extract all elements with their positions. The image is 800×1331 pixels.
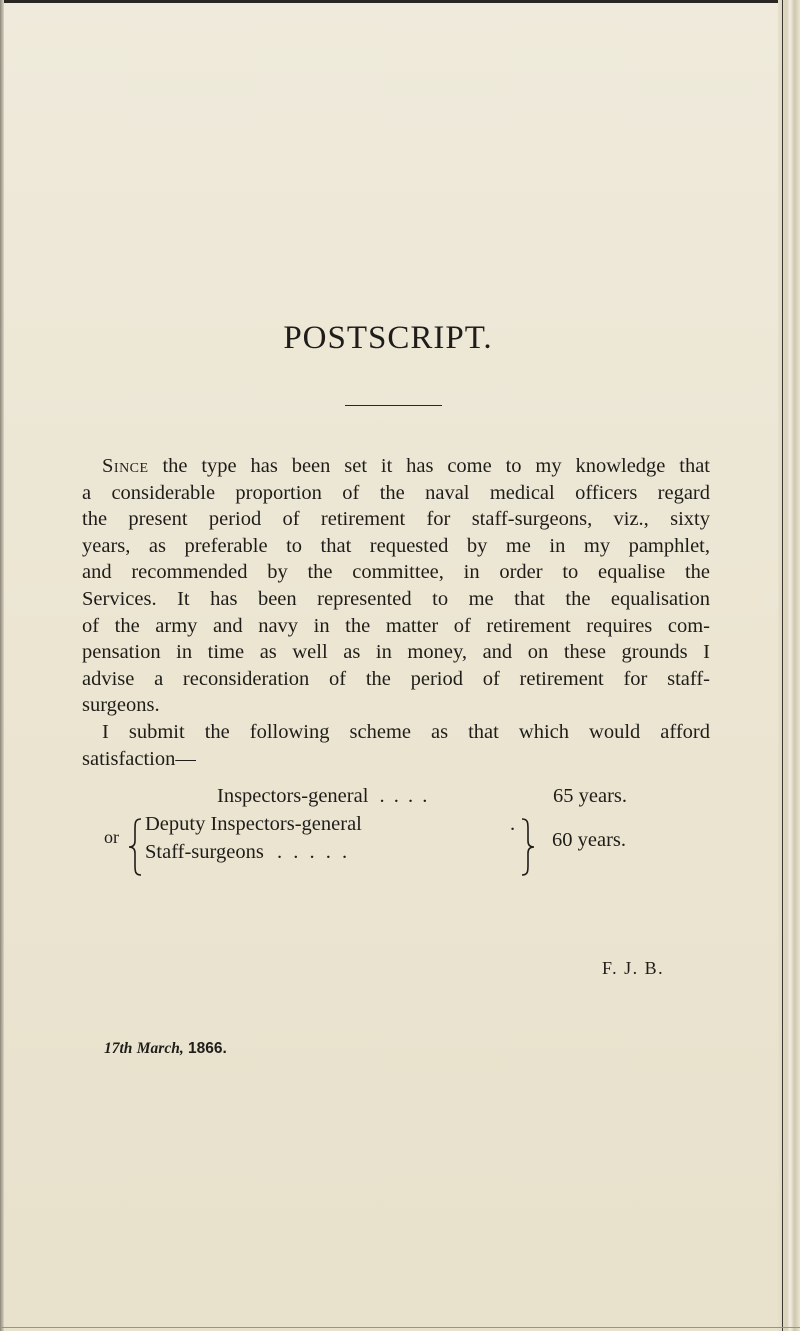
right-brace-icon <box>521 817 535 877</box>
page-title: POSTSCRIPT. <box>283 320 493 356</box>
line-text: the type has been set it has come to my knowledge that <box>148 455 710 477</box>
scheme-row-staff-surgeons <box>145 841 350 864</box>
paragraph-line: pensation in time as well as in money, and on these grounds I <box>82 641 710 664</box>
paragraph-line: of the army and navy in the matter of retirement requires com- <box>82 614 710 637</box>
left-brace-icon <box>128 817 142 877</box>
paragraph-line: satisfaction— <box>82 747 196 770</box>
scheme-or: or <box>104 827 119 847</box>
page-right-edge <box>778 0 800 1331</box>
scheme-label: Deputy Inspectors-general <box>145 813 362 835</box>
paragraph-line: a considerable proportion of the naval medical officers regard <box>82 481 710 504</box>
scheme-dots: . . . . . <box>276 841 351 863</box>
paragraph-line: surgeons. <box>82 694 160 717</box>
scheme-value-65: 65 years. <box>553 785 628 807</box>
paragraph-line: advise a reconsideration of the period of retirement for staff- <box>82 667 710 690</box>
page-bottom-edge <box>0 1327 800 1328</box>
retirement-scheme <box>0 785 800 895</box>
page-left-edge <box>0 0 4 1331</box>
paragraph-line: Services. It has been represented to me that the equalisation <box>82 587 710 610</box>
scheme-label: Inspectors-general <box>217 785 369 807</box>
scheme-dots: . . . . <box>379 785 430 807</box>
date-year: 1866. <box>188 1040 227 1057</box>
paragraph-line: the present period of retirement for staff-surgeons, viz., sixty <box>82 508 710 531</box>
paragraph-line: I submit the following scheme as that which would afford <box>102 720 710 743</box>
scheme-row-inspectors-general <box>217 785 429 808</box>
date-line <box>104 1040 227 1058</box>
page-top-edge <box>0 0 800 3</box>
lead-word: Since <box>102 455 149 477</box>
signature-initials: F. J. B. <box>602 958 665 978</box>
scheme-value-60: 60 years. <box>552 829 627 851</box>
title-divider <box>345 405 442 406</box>
scheme-label: Staff-surgeons <box>145 841 264 863</box>
scheme-dots: . <box>510 813 516 835</box>
paragraph-2 <box>82 719 710 772</box>
date-month: March, <box>136 1040 184 1057</box>
paragraph-line: and recommended by the committee, in order to equalise the <box>82 561 710 584</box>
paragraph-line <box>82 453 710 480</box>
paragraph-line: years, as preferable to that requested by me in my pamphlet, <box>82 534 710 557</box>
scheme-row-deputy-inspectors <box>145 813 362 836</box>
date-day: 17th <box>104 1040 133 1057</box>
body-text <box>82 453 710 772</box>
paragraph-1 <box>82 453 710 719</box>
